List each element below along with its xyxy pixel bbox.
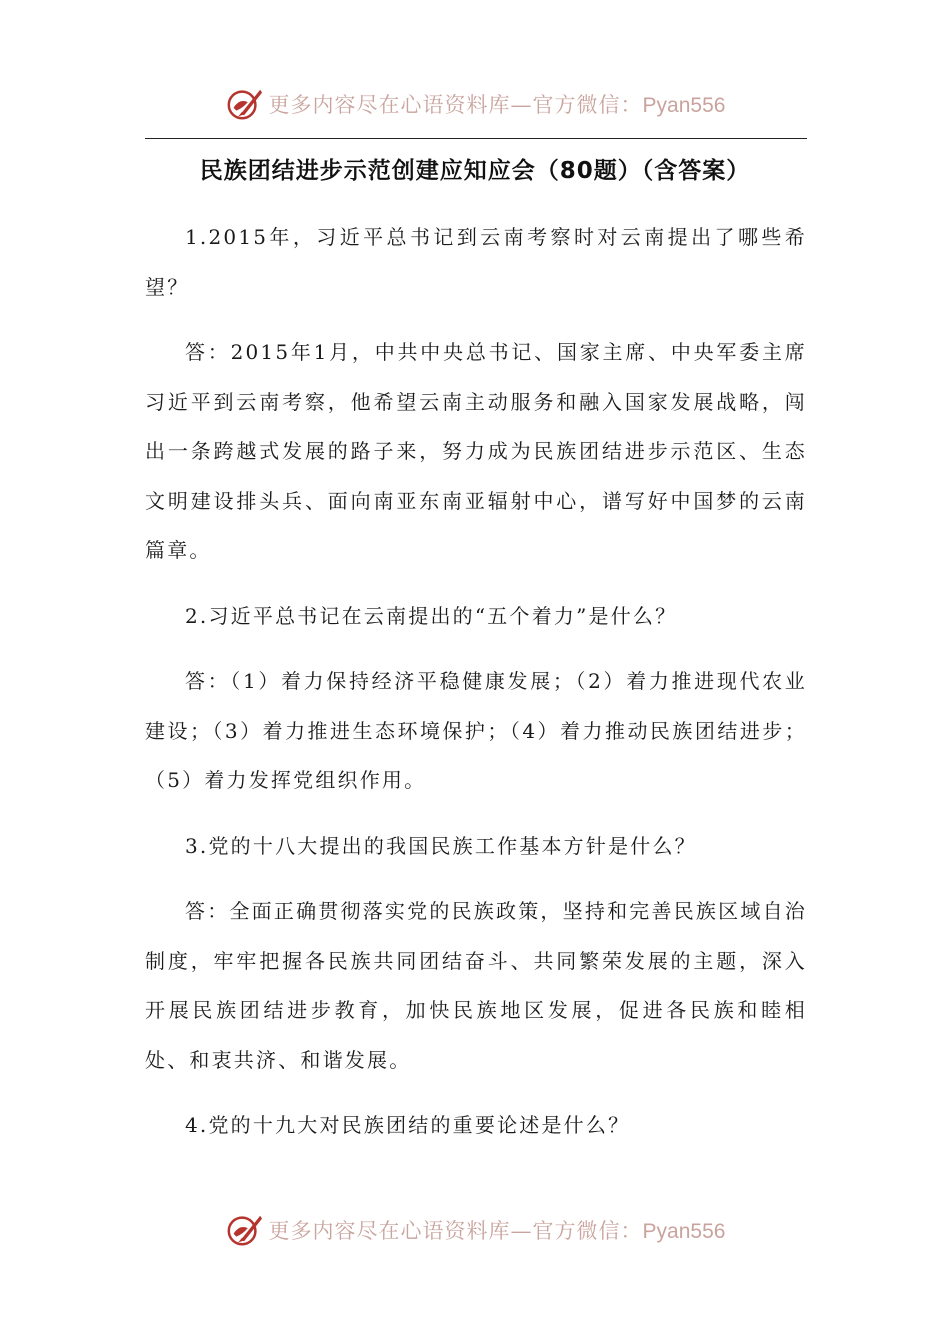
wechat-handle: Pyan556 [642, 1220, 726, 1243]
answer-2: 答：（1）着力保持经济平稳健康发展；（2）着力推进现代农业建设；（3）着力推进生态环境保护；（4）着力推动民族团结进步；（5）着力发挥党组织作用。 [145, 669, 807, 792]
question-1: 1.2015年，习近平总书记到云南考察时对云南提出了哪些希望？ [145, 225, 807, 299]
answer-1: 答：2015年1月，中共中央总书记、国家主席、中央军委主席习近平到云南考察，他希望云南主动服务和融入国家发展战略，闯出一条跨越式发展的路子来，努力成为民族团结进步示范区、生态文明建设排头兵、面向南亚东南亚辐射中心，谱写好中国梦的云南篇章。 [145, 340, 807, 562]
question-4: 4.党的十九大对民族团结的重要论述是什么？ [185, 1113, 631, 1137]
banner-text: 更多内容尽在心语资料库—官方微信：Pyan556 [268, 93, 726, 117]
question-2: 2.习近平总书记在云南提出的“五个着力”是什么？ [185, 603, 678, 628]
header-banner [0, 80, 950, 128]
header-divider [145, 138, 807, 139]
document-title: 民族团结进步示范创建应知应会（80题）（含答案） [199, 158, 751, 184]
answer-3: 答：全面正确贯彻落实党的民族政策，坚持和完善民族区域自治制度，牢牢把握各民族共同团结奋斗、共同繁荣发展的主题，深入开展民族团结进步教育，加快民族地区发展，促进各民族和睦相处、和衷共济、和谐发展。 [145, 899, 807, 1072]
wechat-handle: Pyan556 [642, 94, 726, 117]
pen-logo-icon [225, 1211, 263, 1249]
pen-logo-icon [225, 85, 263, 123]
footer-banner [0, 1206, 950, 1254]
document-body [145, 213, 807, 1167]
question-3: 3.党的十八大提出的我国民族工作基本方针是什么？ [185, 833, 697, 858]
banner-text: 更多内容尽在心语资料库—官方微信：Pyan556 [268, 1219, 726, 1243]
